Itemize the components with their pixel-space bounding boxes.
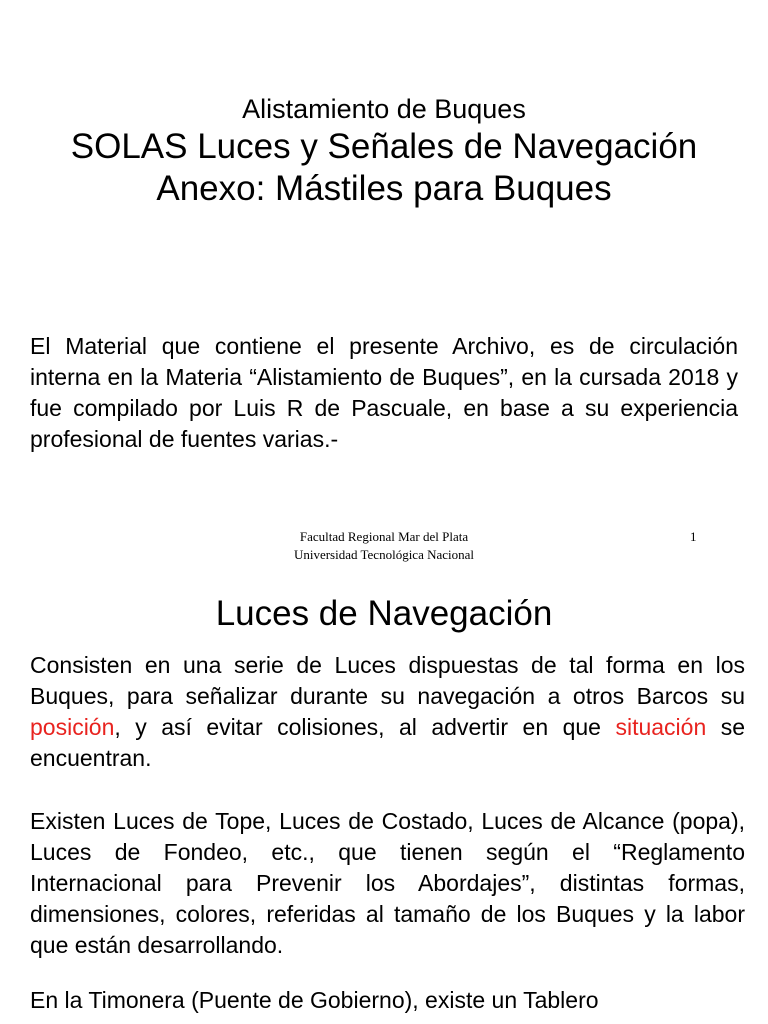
title-block (0, 92, 768, 210)
main-title-line-1: SOLAS Luces y Señales de Navegación (70, 127, 698, 166)
page-number: 1 (690, 529, 697, 544)
para1-text-3: se encuentran. (30, 714, 746, 771)
main-title-line-2: Anexo: Mástiles para Buques (156, 169, 612, 208)
para1-text-1: Consisten en una serie de Luces dispuestas de tal forma en los Buques, para señalizar durante su navegación a otros Barcos su (30, 652, 745, 709)
paragraph-light-types: Existen Luces de Tope, Luces de Costado, Luces de Alcance (popa), Luces de Fondeo, etc., que tienen según el “Reglamento Internacional para Prevenir los Abordajes”, distintas formas, dimensiones, colores, referidas al tamaño de los Buques y la labor que están desarrollando. (30, 808, 745, 958)
slide-footer (0, 528, 768, 564)
para1-text-2: , y así evitar colisiones, al advertir en que (114, 714, 616, 740)
highlight-posicion: posición (30, 714, 115, 740)
circulation-notice: El Material que contiene el presente Archivo, es de circulación interna en la Materia “Alistamiento de Buques”, en la cursada 2018 y fue compilado por Luis R de Pascuale, en base a su experiencia profesional de fuentes varias.- (30, 333, 738, 452)
course-subtitle: Alistamiento de Buques (242, 94, 526, 124)
highlight-situacion: situación (615, 714, 707, 740)
paragraph-lights-purpose (30, 650, 745, 774)
slide-2 (0, 580, 768, 1024)
section-title: Luces de Navegación (215, 594, 553, 633)
footer-university: Universidad Tecnológica Nacional (293, 547, 475, 562)
paragraph-timonera: En la Timonera (Puente de Gobierno), existe un Tablero (30, 987, 599, 1013)
footer-faculty: Facultad Regional Mar del Plata (299, 529, 469, 544)
